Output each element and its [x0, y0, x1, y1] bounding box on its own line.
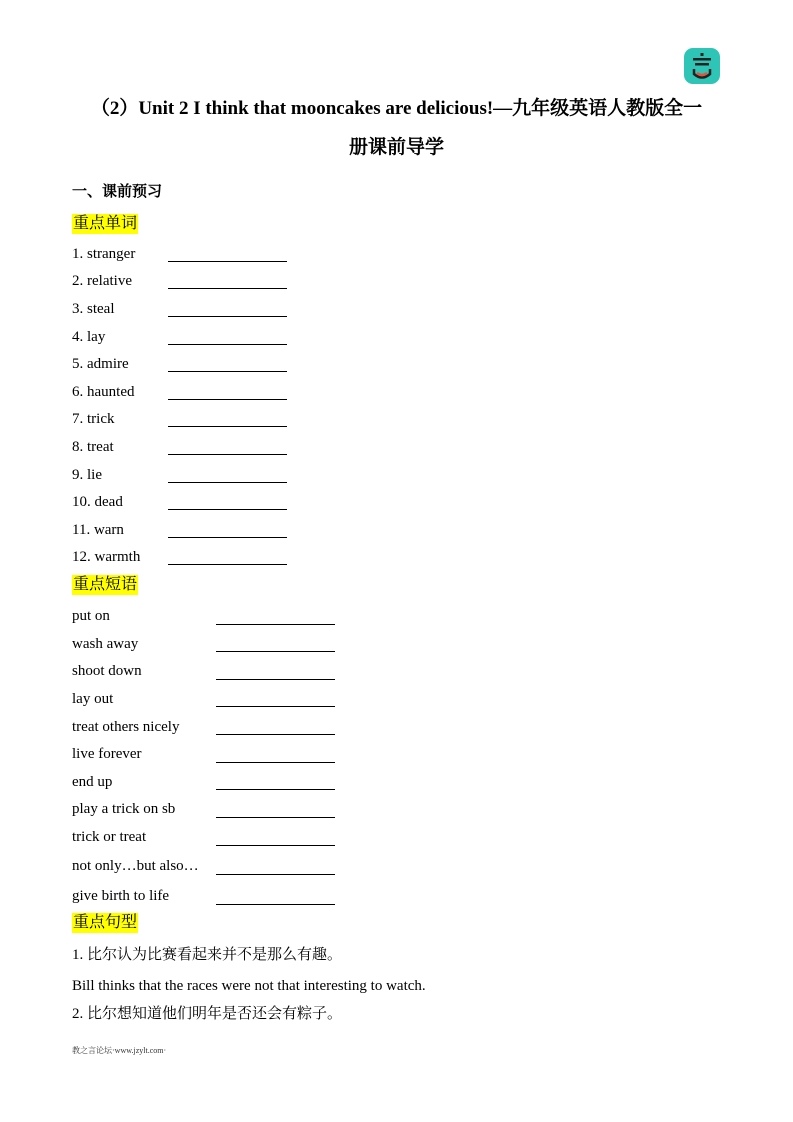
word-item: 9. lie	[72, 467, 102, 483]
word-answer-blank[interactable]	[168, 288, 287, 289]
word-item: 2. relative	[72, 273, 132, 289]
word-item: 12. warmth	[72, 549, 141, 565]
phrase-answer-blank[interactable]	[216, 874, 335, 875]
jzy-logo-icon	[684, 48, 720, 84]
words-heading: 重点单词	[73, 215, 138, 232]
phrase-item: play a trick on sb	[72, 801, 176, 817]
word-answer-blank[interactable]	[168, 316, 287, 317]
word-item: 11. warn	[72, 522, 124, 538]
phrase-answer-blank[interactable]	[216, 679, 335, 680]
sentence-item: Bill thinks that the races were not that interesting to watch.	[72, 978, 426, 994]
word-answer-blank[interactable]	[168, 426, 287, 427]
word-answer-blank[interactable]	[168, 509, 287, 510]
word-answer-blank[interactable]	[168, 454, 287, 455]
sentences-heading: 重点句型	[73, 914, 138, 931]
phrase-item: shoot down	[72, 663, 142, 679]
phrases-heading: 重点短语	[73, 576, 138, 593]
word-answer-blank[interactable]	[168, 564, 287, 565]
phrase-answer-blank[interactable]	[216, 762, 335, 763]
word-answer-blank[interactable]	[168, 482, 287, 483]
phrase-answer-blank[interactable]	[216, 817, 335, 818]
word-answer-blank[interactable]	[168, 537, 287, 538]
word-answer-blank[interactable]	[168, 371, 287, 372]
phrase-item: give birth to life	[72, 888, 170, 904]
word-item: 7. trick	[72, 411, 115, 427]
phrase-answer-blank[interactable]	[216, 734, 335, 735]
document-title-line-1: （2）Unit 2 I think that mooncakes are delicious!—九年级英语人教版全一	[90, 98, 703, 119]
sentence-item: 2. 比尔想知道他们明年是否还会有粽子。	[72, 1006, 343, 1022]
word-item: 3. steal	[72, 301, 115, 317]
phrase-item: trick or treat	[72, 829, 147, 845]
phrase-answer-blank[interactable]	[216, 904, 335, 905]
word-item: 10. dead	[72, 494, 123, 510]
phrase-item: live forever	[72, 746, 142, 762]
phrase-answer-blank[interactable]	[216, 845, 335, 846]
phrase-answer-blank[interactable]	[216, 624, 335, 625]
phrase-answer-blank[interactable]	[216, 706, 335, 707]
word-item: 1. stranger	[72, 246, 136, 262]
word-answer-blank[interactable]	[168, 261, 287, 262]
document-title-line-2: 册课前导学	[348, 137, 444, 158]
section-heading-preview: 一、课前预习	[72, 184, 163, 200]
phrase-item: treat others nicely	[72, 719, 180, 735]
word-item: 8. treat	[72, 439, 114, 455]
word-answer-blank[interactable]	[168, 344, 287, 345]
word-item: 4. lay	[72, 329, 106, 345]
page-footer: 教之言论坛·www.jzylt.com·	[72, 1046, 167, 1055]
phrase-answer-blank[interactable]	[216, 651, 335, 652]
phrase-item: lay out	[72, 691, 114, 707]
phrase-item: end up	[72, 774, 113, 790]
word-item: 6. haunted	[72, 384, 135, 400]
phrase-item: put on	[72, 608, 110, 624]
word-item: 5. admire	[72, 356, 129, 372]
phrase-item: not only…but also…	[72, 858, 199, 874]
sentence-item: 1. 比尔认为比赛看起来并不是那么有趣。	[72, 947, 343, 963]
phrase-answer-blank[interactable]	[216, 789, 335, 790]
phrase-item: wash away	[72, 636, 139, 652]
word-answer-blank[interactable]	[168, 399, 287, 400]
